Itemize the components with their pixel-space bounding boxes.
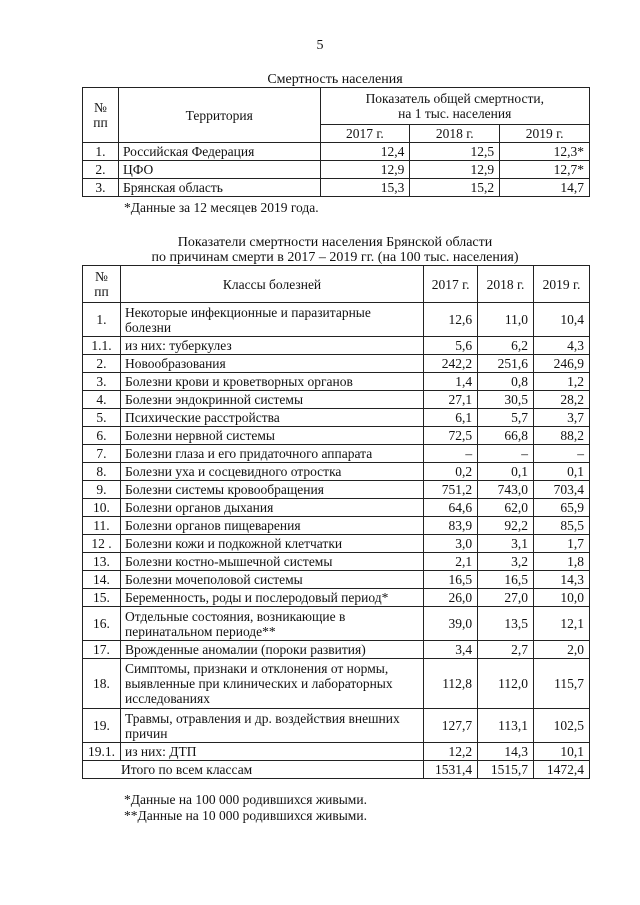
rate-value: 1,7 <box>534 535 590 553</box>
disease-class: Беременность, роды и послеродовый период* <box>120 589 423 607</box>
rate-value: 16,5 <box>424 571 478 589</box>
rate-value: 10,0 <box>534 589 590 607</box>
disease-class: Симптомы, признаки и отклонения от нормы, выявленные при клинических и лабораторных исследованиях <box>120 659 423 709</box>
rate-value: – <box>534 445 590 463</box>
mortality-value: 14,7 <box>500 179 590 197</box>
row-number: 10. <box>83 499 121 517</box>
row-number: 18. <box>83 659 121 709</box>
table-row <box>83 463 590 481</box>
row-number: 11. <box>83 517 121 535</box>
rate-value: 3,1 <box>478 535 534 553</box>
rate-value: 3,2 <box>478 553 534 571</box>
table2-header-num: № пп <box>83 266 121 303</box>
table-row <box>83 553 590 571</box>
rate-value: 3,7 <box>534 409 590 427</box>
disease-class: Болезни кожи и подкожной клетчатки <box>120 535 423 553</box>
rate-value: 11,0 <box>478 303 534 337</box>
table2-header-year-2019: 2019 г. <box>534 266 590 303</box>
rate-value: 16,5 <box>478 571 534 589</box>
rate-value: 5,6 <box>424 337 478 355</box>
rate-value: 0,2 <box>424 463 478 481</box>
disease-class: Врожденные аномалии (пороки развития) <box>120 641 423 659</box>
table2-total-2019: 1472,4 <box>534 761 590 779</box>
table2-header-year-2017: 2017 г. <box>424 266 478 303</box>
rate-value: 3,4 <box>424 641 478 659</box>
rate-value: 62,0 <box>478 499 534 517</box>
row-number: 3. <box>83 179 119 197</box>
rate-value: 26,0 <box>424 589 478 607</box>
rate-value: 27,1 <box>424 391 478 409</box>
row-number: 1. <box>83 303 121 337</box>
rate-value: 10,1 <box>534 743 590 761</box>
rate-value: 14,3 <box>478 743 534 761</box>
rate-value: 5,7 <box>478 409 534 427</box>
table-row <box>83 641 590 659</box>
table2-note2: **Данные на 10 000 родившихся живыми. <box>124 808 367 823</box>
rate-value: 28,2 <box>534 391 590 409</box>
row-number: 7. <box>83 445 121 463</box>
table1-note: *Данные за 12 месяцев 2019 года. <box>124 200 319 215</box>
disease-class: Болезни органов пищеварения <box>120 517 423 535</box>
rate-value: 12,2 <box>424 743 478 761</box>
rate-value: 703,4 <box>534 481 590 499</box>
causes-of-death-table <box>82 265 590 779</box>
table-row <box>83 373 590 391</box>
rate-value: 6,2 <box>478 337 534 355</box>
mortality-value: 12,5 <box>410 143 500 161</box>
table1-header-indicator-line1: Показатель общей смертности, <box>365 91 544 106</box>
mortality-table <box>82 87 590 197</box>
disease-class: Новообразования <box>120 355 423 373</box>
mortality-value: 12,9 <box>410 161 500 179</box>
disease-class: Психические расстройства <box>120 409 423 427</box>
row-number: 9. <box>83 481 121 499</box>
rate-value: 72,5 <box>424 427 478 445</box>
table-row <box>83 481 590 499</box>
rate-value: 85,5 <box>534 517 590 535</box>
rate-value: 2,7 <box>478 641 534 659</box>
mortality-value: 12,7* <box>500 161 590 179</box>
page-number: 5 <box>316 38 324 53</box>
rate-value: 251,6 <box>478 355 534 373</box>
table-row <box>83 589 590 607</box>
rate-value: 6,1 <box>424 409 478 427</box>
table-row <box>83 499 590 517</box>
row-number: 2. <box>83 161 119 179</box>
table-row <box>83 161 590 179</box>
table-row <box>83 355 590 373</box>
table-row <box>83 179 590 197</box>
row-number: 14. <box>83 571 121 589</box>
table1-caption: Смертность населения <box>267 72 403 87</box>
row-number: 4. <box>83 391 121 409</box>
rate-value: 112,0 <box>478 659 534 709</box>
table2-total-2018: 1515,7 <box>478 761 534 779</box>
table2-note1: *Данные на 100 000 родившихся живыми. <box>124 792 367 807</box>
territory-name: Брянская область <box>118 179 320 197</box>
row-number: 17. <box>83 641 121 659</box>
table-row <box>83 427 590 445</box>
rate-value: 4,3 <box>534 337 590 355</box>
rate-value: 3,0 <box>424 535 478 553</box>
table2-caption-line1: Показатели смертности населения Брянской области <box>177 235 493 250</box>
disease-class: Болезни нервной системы <box>120 427 423 445</box>
table1-header-num: № пп <box>83 88 119 143</box>
disease-class: Болезни мочеполовой системы <box>120 571 423 589</box>
table-row <box>83 659 590 709</box>
rate-value: 14,3 <box>534 571 590 589</box>
table1-header-year: 2018 г. <box>410 125 500 143</box>
rate-value: 115,7 <box>534 659 590 709</box>
row-number: 19. <box>83 709 121 743</box>
rate-value: 65,9 <box>534 499 590 517</box>
table1-header-indicator <box>320 88 589 125</box>
rate-value: 0,1 <box>534 463 590 481</box>
table2-total-2017: 1531,4 <box>424 761 478 779</box>
rate-value: 127,7 <box>424 709 478 743</box>
rate-value: 113,1 <box>478 709 534 743</box>
row-number: 6. <box>83 427 121 445</box>
disease-class: Болезни эндокринной системы <box>120 391 423 409</box>
disease-class: Болезни уха и сосцевидного отростка <box>120 463 423 481</box>
rate-value: 112,8 <box>424 659 478 709</box>
rate-value: 1,8 <box>534 553 590 571</box>
table-row <box>83 409 590 427</box>
table2-header-classes: Классы болезней <box>120 266 423 303</box>
disease-class: из них: ДТП <box>120 743 423 761</box>
table-row <box>83 535 590 553</box>
disease-class: Болезни системы кровообращения <box>120 481 423 499</box>
table-row <box>83 143 590 161</box>
rate-value: 66,8 <box>478 427 534 445</box>
rate-value: 12,6 <box>424 303 478 337</box>
disease-class: Некоторые инфекционные и паразитарные болезни <box>120 303 423 337</box>
rate-value: 39,0 <box>424 607 478 641</box>
table1-header-year: 2017 г. <box>320 125 410 143</box>
rate-value: 246,9 <box>534 355 590 373</box>
disease-class: Отдельные состояния, возникающие в перинатальном периоде** <box>120 607 423 641</box>
row-number: 2. <box>83 355 121 373</box>
rate-value: – <box>424 445 478 463</box>
territory-name: ЦФО <box>118 161 320 179</box>
rate-value: 88,2 <box>534 427 590 445</box>
disease-class: Болезни крови и кроветворных органов <box>120 373 423 391</box>
rate-value: 12,1 <box>534 607 590 641</box>
rate-value: 2,0 <box>534 641 590 659</box>
rate-value: 10,4 <box>534 303 590 337</box>
table2-total-row <box>83 761 590 779</box>
table2-caption-line2: по причинам смерти в 2017 – 2019 гг. (на 100 тыс. населения) <box>151 250 519 265</box>
mortality-value: 12,3* <box>500 143 590 161</box>
table1-header-year: 2019 г. <box>500 125 590 143</box>
table-row <box>83 337 590 355</box>
rate-value: 64,6 <box>424 499 478 517</box>
row-number: 15. <box>83 589 121 607</box>
table-row <box>83 709 590 743</box>
rate-value: 242,2 <box>424 355 478 373</box>
rate-value: 102,5 <box>534 709 590 743</box>
table1-header-territory: Территория <box>118 88 320 143</box>
rate-value: 0,1 <box>478 463 534 481</box>
rate-value: 751,2 <box>424 481 478 499</box>
rate-value: 30,5 <box>478 391 534 409</box>
rate-value: 1,2 <box>534 373 590 391</box>
table-row <box>83 303 590 337</box>
row-number: 13. <box>83 553 121 571</box>
rate-value: 2,1 <box>424 553 478 571</box>
table-row <box>83 391 590 409</box>
table2-total-label: Итого по всем классам <box>83 761 424 779</box>
row-number: 3. <box>83 373 121 391</box>
row-number: 5. <box>83 409 121 427</box>
row-number: 16. <box>83 607 121 641</box>
rate-value: 743,0 <box>478 481 534 499</box>
mortality-value: 15,2 <box>410 179 500 197</box>
mortality-value: 15,3 <box>320 179 410 197</box>
table1-header-indicator-line2: на 1 тыс. населения <box>398 106 512 121</box>
row-number: 8. <box>83 463 121 481</box>
row-number: 1.1. <box>83 337 121 355</box>
rate-value: 83,9 <box>424 517 478 535</box>
disease-class: Болезни глаза и его придаточного аппарата <box>120 445 423 463</box>
rate-value: 0,8 <box>478 373 534 391</box>
table2-header-year-2018: 2018 г. <box>478 266 534 303</box>
rate-value: 27,0 <box>478 589 534 607</box>
table-row <box>83 743 590 761</box>
disease-class: Болезни костно-мышечной системы <box>120 553 423 571</box>
table-row <box>83 445 590 463</box>
rate-value: 92,2 <box>478 517 534 535</box>
territory-name: Российская Федерация <box>118 143 320 161</box>
row-number: 12 . <box>83 535 121 553</box>
table-row <box>83 571 590 589</box>
rate-value: 1,4 <box>424 373 478 391</box>
disease-class: Болезни органов дыхания <box>120 499 423 517</box>
rate-value: 13,5 <box>478 607 534 641</box>
row-number: 1. <box>83 143 119 161</box>
rate-value: – <box>478 445 534 463</box>
disease-class: Травмы, отравления и др. воздействия внешних причин <box>120 709 423 743</box>
mortality-value: 12,4 <box>320 143 410 161</box>
mortality-value: 12,9 <box>320 161 410 179</box>
disease-class: из них: туберкулез <box>120 337 423 355</box>
table-row <box>83 517 590 535</box>
table-row <box>83 607 590 641</box>
row-number: 19.1. <box>83 743 121 761</box>
